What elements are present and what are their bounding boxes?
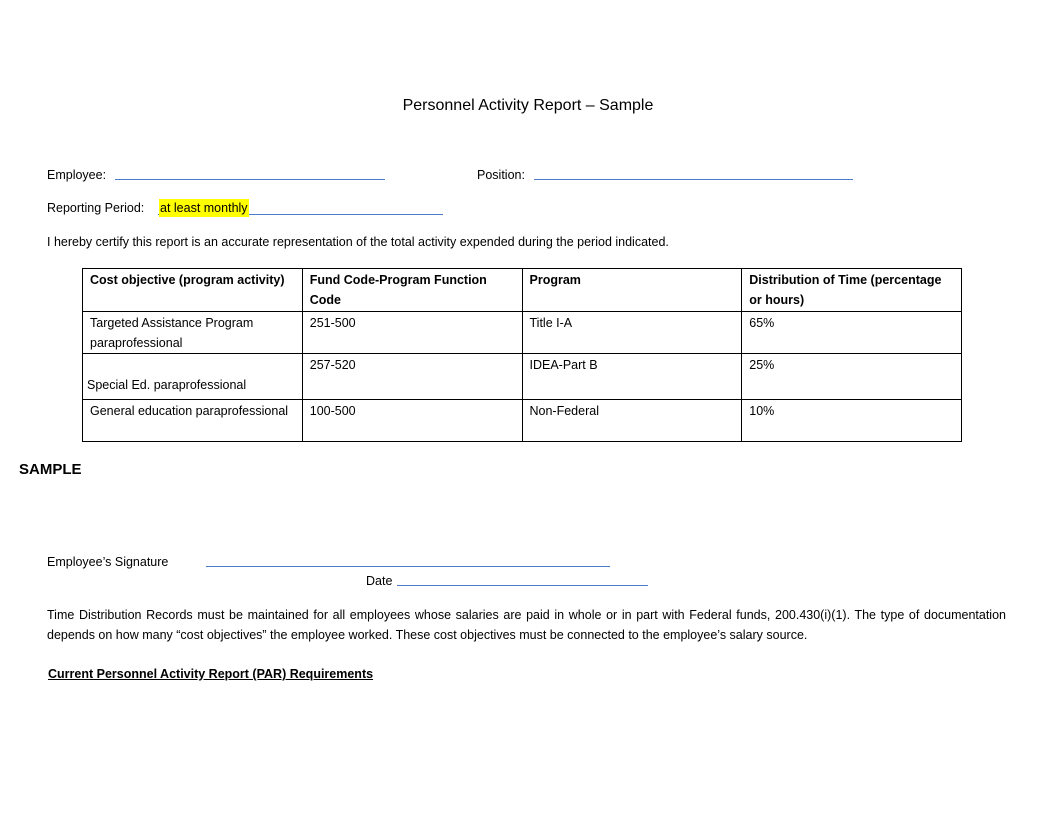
employee-field[interactable] xyxy=(115,179,385,180)
requirements-heading: Current Personnel Activity Report (PAR) Requirements xyxy=(48,667,374,681)
date-field[interactable] xyxy=(397,585,648,586)
table-row xyxy=(83,400,962,442)
cell-program: IDEA-Part B xyxy=(522,354,742,400)
cell-fund-code: 251-500 xyxy=(302,312,522,354)
reporting-period-label: Reporting Period: xyxy=(47,201,145,215)
table-row xyxy=(83,312,962,354)
reporting-period-value: at least monthly xyxy=(160,201,248,215)
certification-text: I hereby certify this report is an accurate representation of the total activity expended during the period indicated. xyxy=(47,235,669,249)
employee-signature-field[interactable] xyxy=(206,566,610,567)
cell-program: Non-Federal xyxy=(522,400,742,442)
position-label: Position: xyxy=(477,168,525,182)
cell-cost-objective: General education paraprofessional xyxy=(83,400,303,442)
distribution-records-paragraph: Time Distribution Records must be maintained for all employees whose salaries are paid in whole or in part with Federal funds, 200.430(i)(1). The type of documentation depends on how many “cost objectives” the employee worked. These cost objectives must be connected to the employee’s salary source. xyxy=(47,608,1006,642)
employee-signature-label: Employee’s Signature xyxy=(47,555,169,569)
cell-distribution: 25% xyxy=(742,354,962,400)
cell-distribution: 65% xyxy=(742,312,962,354)
position-field[interactable] xyxy=(534,179,853,180)
table-header-row xyxy=(83,269,962,312)
cell-cost-objective: Targeted Assistance Program paraprofessional xyxy=(83,312,303,354)
header-cost-objective: Cost objective (program activity) xyxy=(83,269,303,312)
cell-program: Title I-A xyxy=(522,312,742,354)
cell-cost-objective: Special Ed. paraprofessional xyxy=(83,354,303,400)
cell-fund-code: 257-520 xyxy=(302,354,522,400)
header-fund-code: Fund Code-Program Function Code xyxy=(302,269,522,312)
cell-fund-code: 100-500 xyxy=(302,400,522,442)
report-title: Personnel Activity Report – Sample xyxy=(402,97,654,114)
header-distribution: Distribution of Time (percentage or hours) xyxy=(742,269,962,312)
activity-table xyxy=(82,268,962,442)
cell-distribution: 10% xyxy=(742,400,962,442)
employee-label: Employee: xyxy=(47,168,107,182)
sample-label: SAMPLE xyxy=(19,461,82,478)
header-program: Program xyxy=(522,269,742,312)
date-label: Date xyxy=(366,574,393,588)
table-row xyxy=(83,354,962,400)
